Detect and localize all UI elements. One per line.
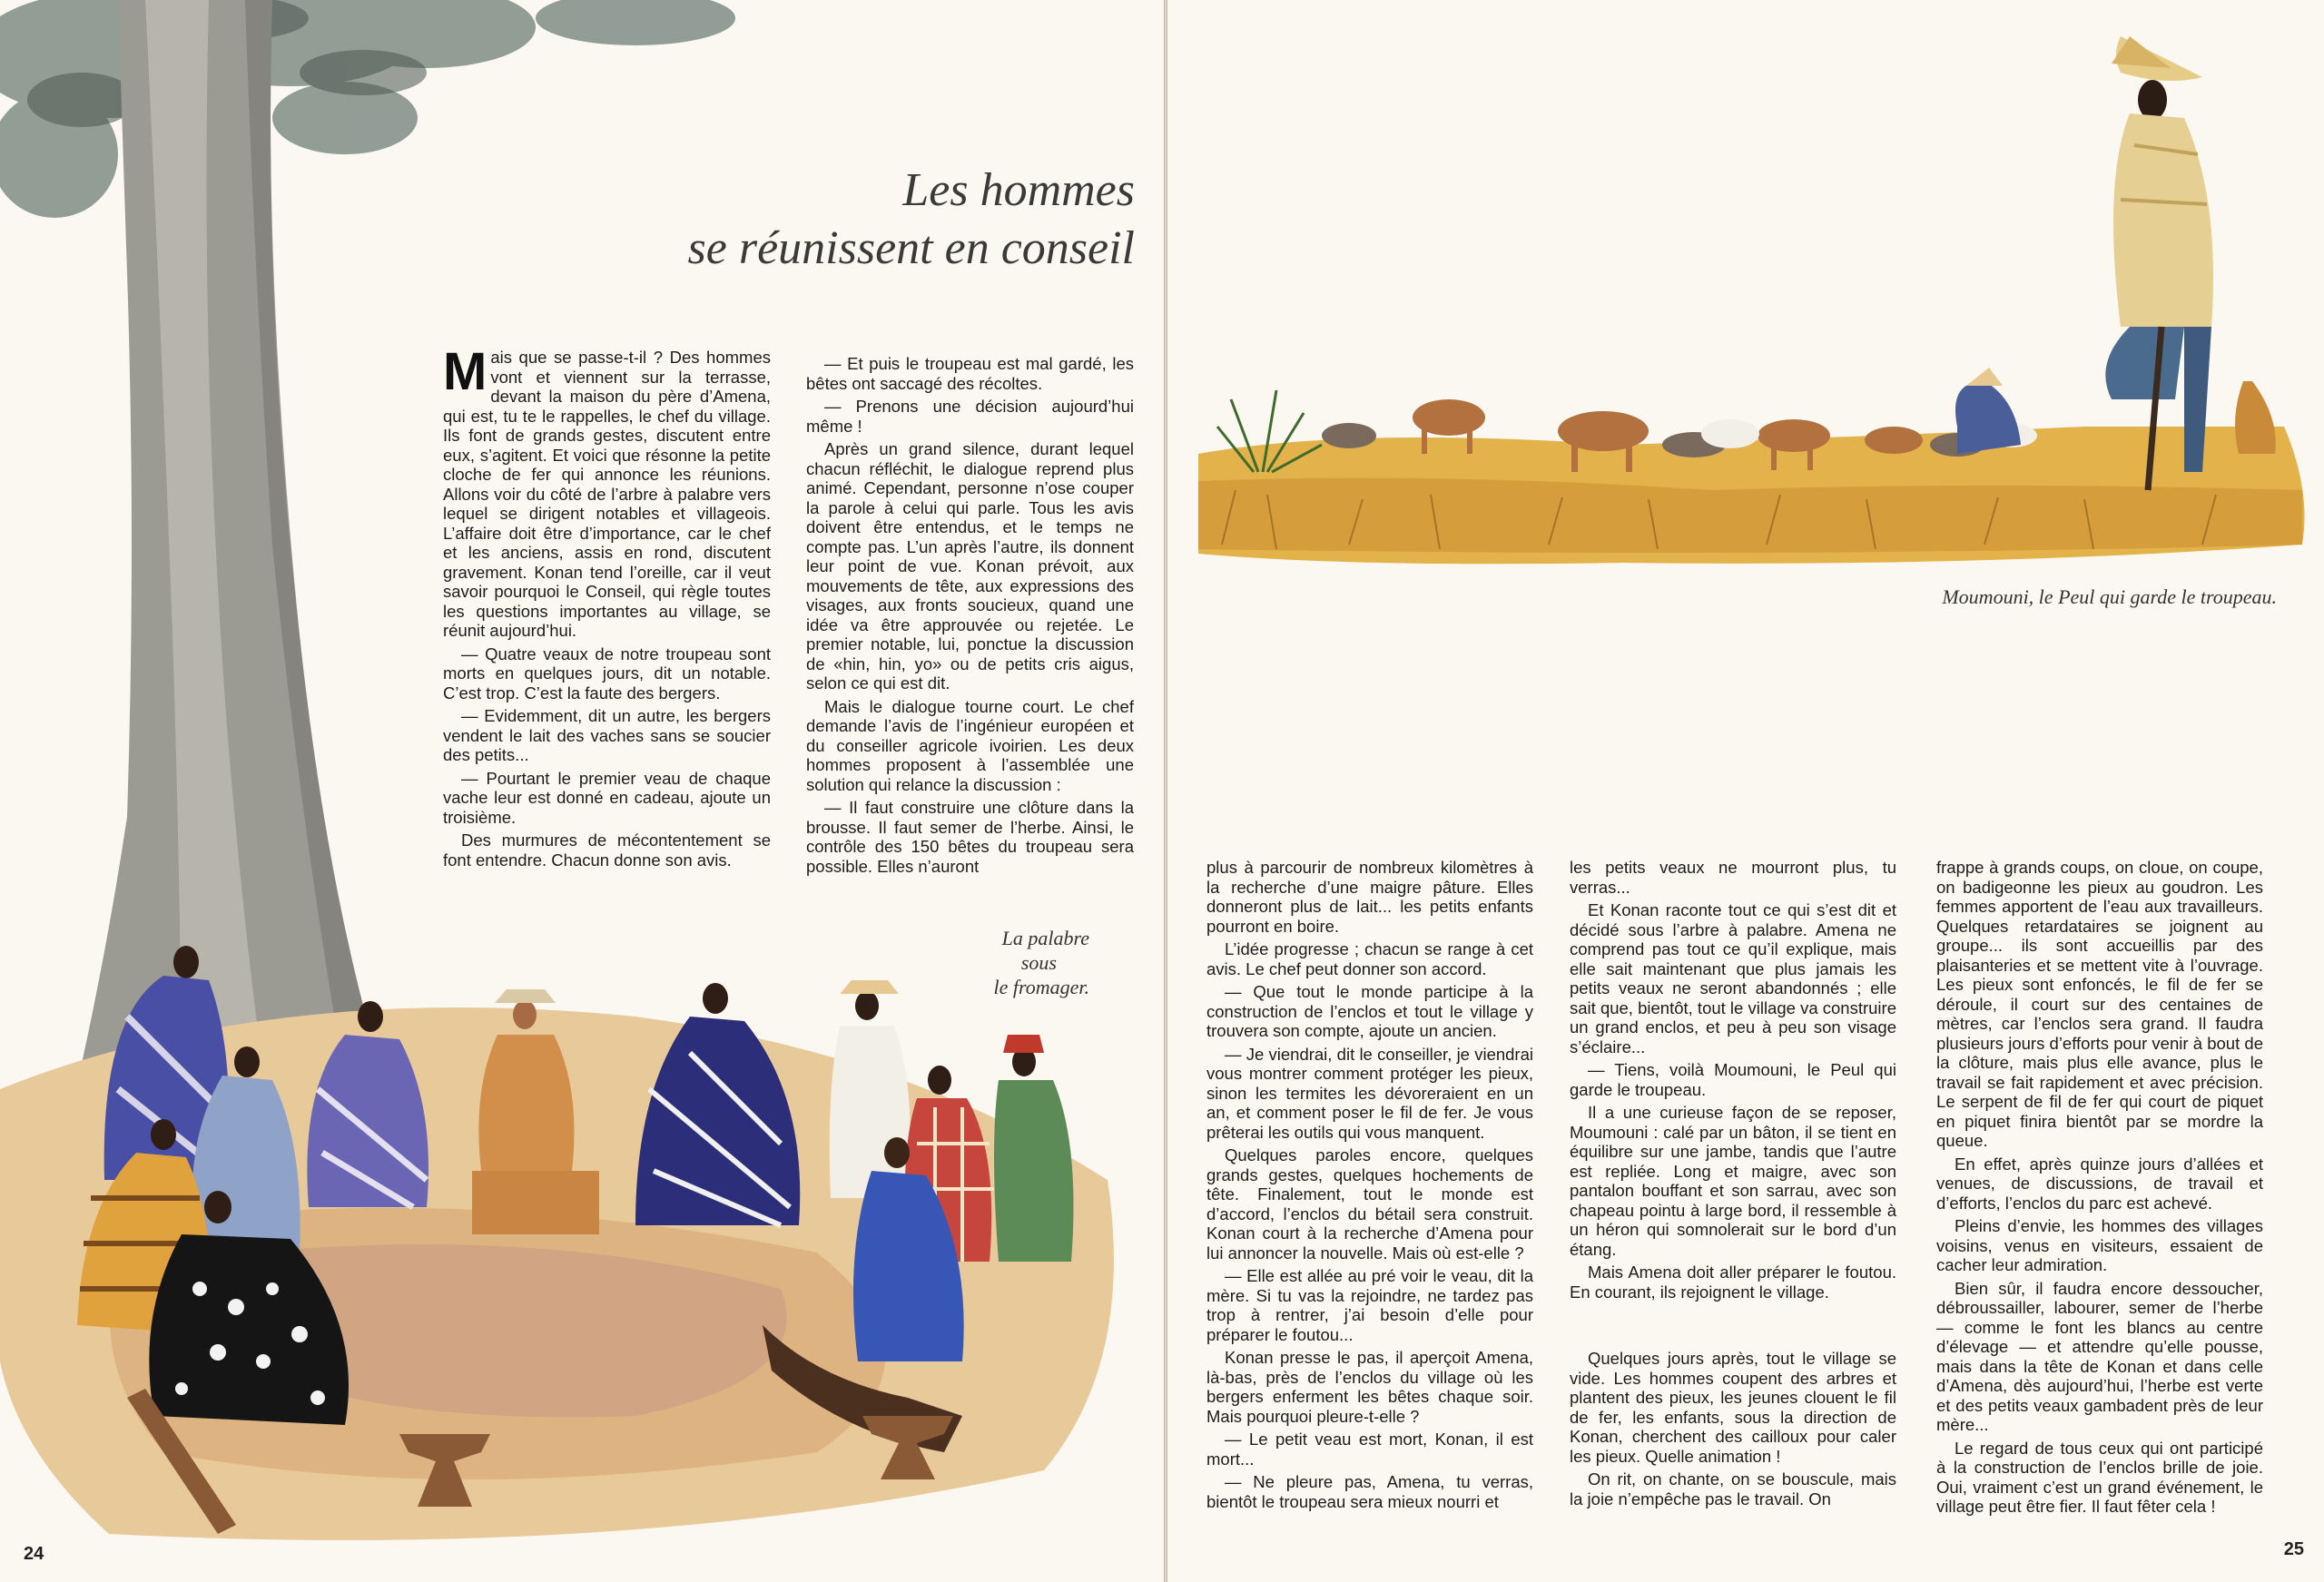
herder-caption: Moumouni, le Peul qui garde le troupeau. xyxy=(1942,585,2277,608)
paragraph: Quelques jours après, tout le village se vide. Les hommes coupent des arbres et plantent des pieux, les jeunes clouent le fil de fer, les enfants, sous la direction de Konan, cherchent des cailloux pour caler les pieux. Quelle animation ! xyxy=(1570,1349,1896,1466)
paragraph: Et Konan raconte tout ce qui s’est dit et décidé sous l’arbre à palabre. Amena ne comprend pas tout ce qu’il explique, mais elle sait maintenant que plus jamais les petits veaux ne seront abandonnés ; elle sait que, bientôt, tout le village va construire un grand enclos, et peu à peu son visage s’éclaire... xyxy=(1570,900,1896,1056)
right-text-column-2 xyxy=(1570,858,1896,1305)
paragraph: — Evidemment, dit un autre, les bergers vendent le lait des vaches sans se soucier des petits... xyxy=(443,706,771,764)
paragraph-text: ais que se passe-t-il ? Des hommes vont et viennent sur la terrasse, devant la maison du père d’Amena, qui est, tu te le rappelles, le chef du village. Ils font de grands gestes, discutent entre eux, s’agitent. Et voici que résonne la petite cloche de fer qui annonce les réunions. Allons voir du côté de l’arbre à palabre vers lequel se dirigent notables et villageois. L’affaire doit être d’importance, car le chef et les anciens, assis en rond, discutent gravement. Konan tend l’oreille, car il veut savoir pourquoi le Conseil, qui règle toutes les questions importantes au village, se réunit aujourd’hui. xyxy=(443,348,771,640)
paragraph: Pleins d’envie, les hommes des villages voisins, venus en visiteurs, essaient de cacher leur admiration. xyxy=(1936,1216,2263,1274)
paragraph xyxy=(443,342,771,641)
paragraph: Mais le dialogue tourne court. Le chef demande l’avis de l’ingénieur européen et du conseiller agricole ivoirien. Les deux hommes proposent à l’assemblée une solution qui relance la discussion : xyxy=(806,696,1134,794)
paragraph: — Il faut construire une clôture dans la brousse. Il faut semer de l’herbe. Ainsi, le contrôle des 150 bêtes du troupeau sera possible. Elles n’auront xyxy=(806,798,1134,876)
right-text-column-3 xyxy=(1936,858,2263,1520)
right-text-column-1 xyxy=(1206,858,1533,1515)
paragraph: plus à parcourir de nombreux kilomètres à la recherche d’une maigre pâture. Elles donneront plus de lait... les petits enfants pourront en boire. xyxy=(1206,858,1533,936)
right-page xyxy=(1167,0,2324,1582)
article-title xyxy=(688,162,1135,278)
paragraph: — Le petit veau est mort, Konan, il est mort... xyxy=(1206,1430,1533,1469)
paragraph: — Tiens, voilà Moumouni, le Peul qui garde le troupeau. xyxy=(1570,1060,1896,1099)
paragraph: Le regard de tous ceux qui ont participé à la construction de l’enclos brille de joie. Oui, vraiment c’est un grand événement, le village peut être fier. Il faut fêter cela ! xyxy=(1936,1438,2263,1516)
paragraph: — Et puis le troupeau est mal gardé, les bêtes ont saccagé des récoltes. xyxy=(806,354,1134,393)
paragraph: — Quatre veaux de notre troupeau sont morts en quelques jours, dit un notable. C’est trop. C’est la faute des bergers. xyxy=(443,644,771,703)
paragraph: — Je viendrai, dit le conseiller, je viendrai vous montrer comment protéger les pieux, sinon les termites les dévoreraient en un an, et comment poser le fil de fer. Je vous prêterai les outils qui vous manquent. xyxy=(1206,1044,1533,1142)
paragraph: Konan presse le pas, il aperçoit Amena, là-bas, près de l’enclos du village où les bergers enferment les bêtes chaque soir. Mais pourquoi pleure-t-elle ? xyxy=(1206,1348,1533,1426)
caption-line: La palabre xyxy=(1001,927,1089,949)
paragraph: Il a une curieuse façon de se reposer, Moumouni : calé par un bâton, il se tient en équilibre sur une jambe, tandis que l’autre est repliée. Long et maigre, avec son pantalon bouffant et son sarrau, avec son chapeau pointu à large bord, il ressemble à un héron qui somnolerait sur le bord d’un étang. xyxy=(1570,1103,1896,1259)
right-text-column-2-lower xyxy=(1570,1349,1896,1512)
paragraph: — Elle est allée au pré voir le veau, dit la mère. Si tu vas la rejoindre, ne tardez pas trop à rentrer, j’ai besoin d’elle pour préparer le foutou... xyxy=(1206,1266,1533,1344)
paragraph: Quelques paroles encore, quelques grands gestes, quelques hochements de tête. Finalement, tout le monde est d’accord, l’enclos du bétail sera construit. Konan court à la recherche d’Amena pour lui annoncer la nouvelle. Mais où est-elle ? xyxy=(1206,1145,1533,1263)
paragraph: Après un grand silence, durant lequel chacun réfléchit, le dialogue reprend plus animé. Cependant, personne n’ose couper la parole à celui qui parle. Tous les avis doivent être entendus, et le temps ne compte pas. L’un après l’autre, ils donnent leur point de vue. Konan prévoit, aux mouvements de tête, aux expressions des visages, aux fronts soucieux, quand une idée va être approuvée ou rejetée. Le premier notable, lui, ponctue la discussion de «hin, hin, yo» ou de petits cris aigus, selon ce qui est dit. xyxy=(806,439,1134,693)
paragraph: On rit, on chante, on se bouscule, mais la joie n’empêche pas le travail. On xyxy=(1570,1469,1896,1508)
page-number: 24 xyxy=(24,1544,44,1564)
paragraph: — Pourtant le premier veau de chaque vache leur est donné en cadeau, ajoute un troisième. xyxy=(443,768,771,827)
caption-line: le fromager. xyxy=(993,976,1089,998)
caption-line: sous xyxy=(1020,951,1057,974)
paragraph: — Prenons une décision aujourd’hui même ! xyxy=(806,397,1134,436)
herder-and-cattle-illustration xyxy=(1167,0,2324,590)
paragraph: L’idée progresse ; chacun se range à cet avis. Le chef peut donner son accord. xyxy=(1206,939,1533,978)
paragraph: En effet, après quinze jours d’allées et venues, de discussions, de travail et d’efforts, l’enclos du parc est achevé. xyxy=(1936,1154,2263,1213)
page-number: 25 xyxy=(2283,1539,2304,1559)
paragraph: — Ne pleure pas, Amena, tu verras, bientôt le troupeau sera mieux nourri et xyxy=(1206,1472,1533,1511)
paragraph: Mais Amena doit aller préparer le foutou. En courant, ils rejoignent le village. xyxy=(1570,1263,1896,1302)
drop-cap: M xyxy=(443,342,487,401)
paragraph: frappe à grands coups, on cloue, on coupe, on badigeonne les pieux au goudron. Les femmes apportent de l’eau aux travailleurs. Quelques retardataires se joignent au groupe... ils sont accueillis par des plaisanteries et se mettent vite à l’ouvrage. Les pieux sont enfoncés, le fil de fer se déroule, il court sur des centaines de mètres, car l’enclos sera grand. Il faudra plusieurs jours d’efforts pour venir à bout de la clôture, mais plus elle avance, plus le travail se fait rapidement et avec précision. Le serpent de fil de fer qui court de piquet en piquet finira bientôt par se mordre la queue. xyxy=(1936,858,2263,1150)
paragraph: les petits veaux ne mourront plus, tu verras... xyxy=(1570,858,1896,897)
palaver-caption xyxy=(908,926,1089,999)
title-line-1: Les hommes xyxy=(902,164,1135,216)
paragraph: Bien sûr, il faudra encore dessoucher, débroussailler, labourer, semer de l’herbe — comme le font les blancs au centre d’élevage — et attendre qu’elle pousse, mais dans la tête de Konan et dans celle d’Amena, dès aujourd’hui, l’herbe est verte et des petits veaux gambadent près de leur mère... xyxy=(1936,1278,2263,1434)
left-text-column-2 xyxy=(806,354,1134,879)
title-line-2: se réunissent en conseil xyxy=(687,222,1135,274)
left-text-column-1 xyxy=(443,342,771,873)
paragraph: — Que tout le monde participe à la construction de l’enclos et tout le village y trouvera son compte, ajoute un ancien. xyxy=(1206,982,1533,1040)
paragraph: Des murmures de mécontentement se font entendre. Chacun donne son avis. xyxy=(443,830,771,870)
